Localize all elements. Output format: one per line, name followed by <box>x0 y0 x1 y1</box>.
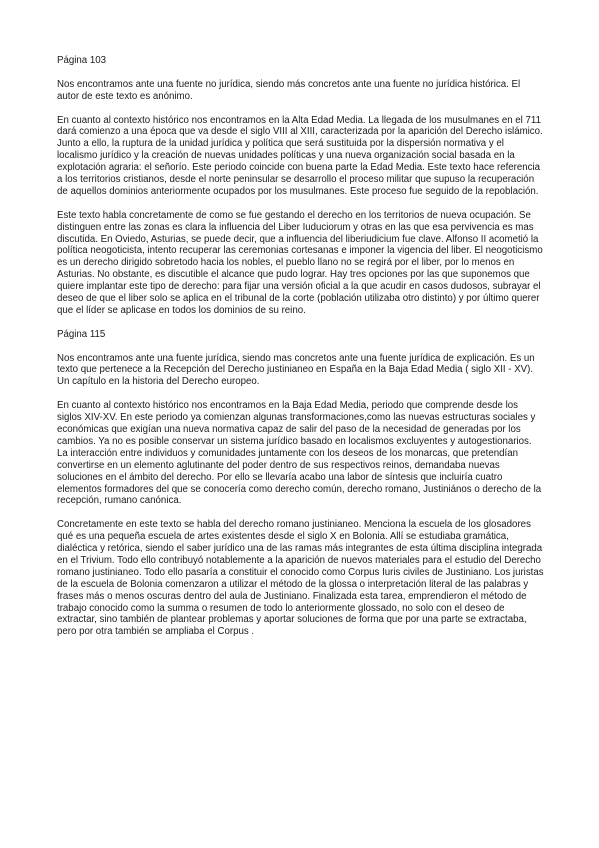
paragraph: Nos encontramos ante una fuente jurídica, siendo mas concretos ante una fuente jurídica de explicación. Es un texto que pertenece a la Recepción del Derecho justinianeo en España en la Baja Edad Media ( siglo XII - XV). Un capítulo en la historia del Derecho europeo. <box>57 352 535 388</box>
paragraph: En cuanto al contexto histórico nos encontramos en la Alta Edad Media. La llegada de los musulmanes en el 711 dará comienzo a una época que va desde el siglo VIII al XIII, caracterizada por la aparición del Derecho islámico. Junto a ello, la ruptura de la unidad jurídica y política que será sustituida por la dispersión normativa y el localismo jurídico y la creación de nuevas unidades políticas y una nueva organización social basada en la explotación agraria: el señorío. Este periodo coincide con buena parte la Edad Media. Este texto hace referencia a los territorios cristianos, desde el norte peninsular se desarrollo el proceso militar que supuso la recuperación de aquellos dominios anteriormente ocupados por los musulmanes. Este proceso fue seguido de la repoblación. <box>57 114 543 197</box>
document-page <box>57 55 544 650</box>
paragraph: Concretamente en este texto se habla del derecho romano justinianeo. Menciona la escuela de los glosadores qué es una pequeña escuela de artes existentes desde el siglo X en Bolonia. Allí se estudiaba gramática, dialéctica y retórica, siendo el saber jurídico una de las ramas más integrantes de esta última disciplina integrada en el Trivium. Todo ello contribuyó notablemente a la aparición de nuevos materiales para el estudio del Derecho romano justinianeo. Todo ello pasaría a constituir el conocido como Corpus Iuris civiles de Justiniano. Los juristas de la escuela de Bolonia comenzaron a utilizar el método de la glossa o interpretación literal de las palabras y frases más o menos oscuras dentro del aula de Justiniano. Finalizada esta tarea, emprendieron el método de trabajo conocido como la summa o resumen de todo lo anteriormente glossado, no solo con el deseo de extractar, sino también de plantear problemas y aportar soluciones de forma que por una parte se extractaba, pero por otra también se ampliaba el Corpus . <box>57 519 544 638</box>
section-heading-page-103: Página 103 <box>57 55 107 66</box>
section-heading-page-115: Página 115 <box>57 328 106 340</box>
paragraph: Este texto habla concretamente de como se fue gestando el derecho en los territorios de nueva ocupación. Se distinguen entre las zonas es clara la influencia del Liber Iuduciorum y otras en las que esa pervivencia es mas discutida. En Oviedo, Asturias, se puede decir, que a influencia del liberiudicium fue clave. Alfonso II acometió la política neogoticista, intento recuperar las ceremonias cortesanas e imponer la vigencia del liber. El neogoticismo es un derecho dirigido sobretodo hacia los nobles, el pueblo llano no se regirá por el liber, por lo menos en Asturias. No obstante, es discutible el alcance que pudo lograr. Hay tres opciones por las que suponemos que quiere implantar este tipo de derecho: para fijar una versión oficial a la que acudir en casos dudosos, subrayar el deseo de que el liber solo se aplica en el tribunal de la corte (población utilizaba otro distinto) y por último querer que el líder se aplicase en todos los dominios de su reino. <box>57 209 543 316</box>
paragraph: En cuanto al contexto histórico nos encontramos en la Baja Edad Media, periodo que comprende desde los siglos XIV-XV. En este periodo ya comienzan algunas transformaciones,como las nuevas estructuras sociales y económicas que exigían una nueva normativa capaz de salir del paso de la necesidad de generadas por los cambios. Ya no es posible conservar un sistema jurídico basado en localismos excluyentes y autogestionarios. La interacción entre individuos y comunidades juntamente con los deseos de los monarcas, que pretendían convertirse en un elemento aglutinante del poder dentro de sus respectivos reinos, demandaba nuevas soluciones en el ámbito del derecho. Por ello se llevaría acabo una labor de síntesis que incluiría cuatro elementos formadores del que se conocería como derecho común, derecho romano, Justiniános o derecho de la recepción, rumano canónica. <box>57 400 542 507</box>
paragraph: Nos encontramos ante una fuente no jurídica, siendo más concretos ante una fuente no jurídica histórica. El autor de este texto es anónimo. <box>57 78 521 102</box>
